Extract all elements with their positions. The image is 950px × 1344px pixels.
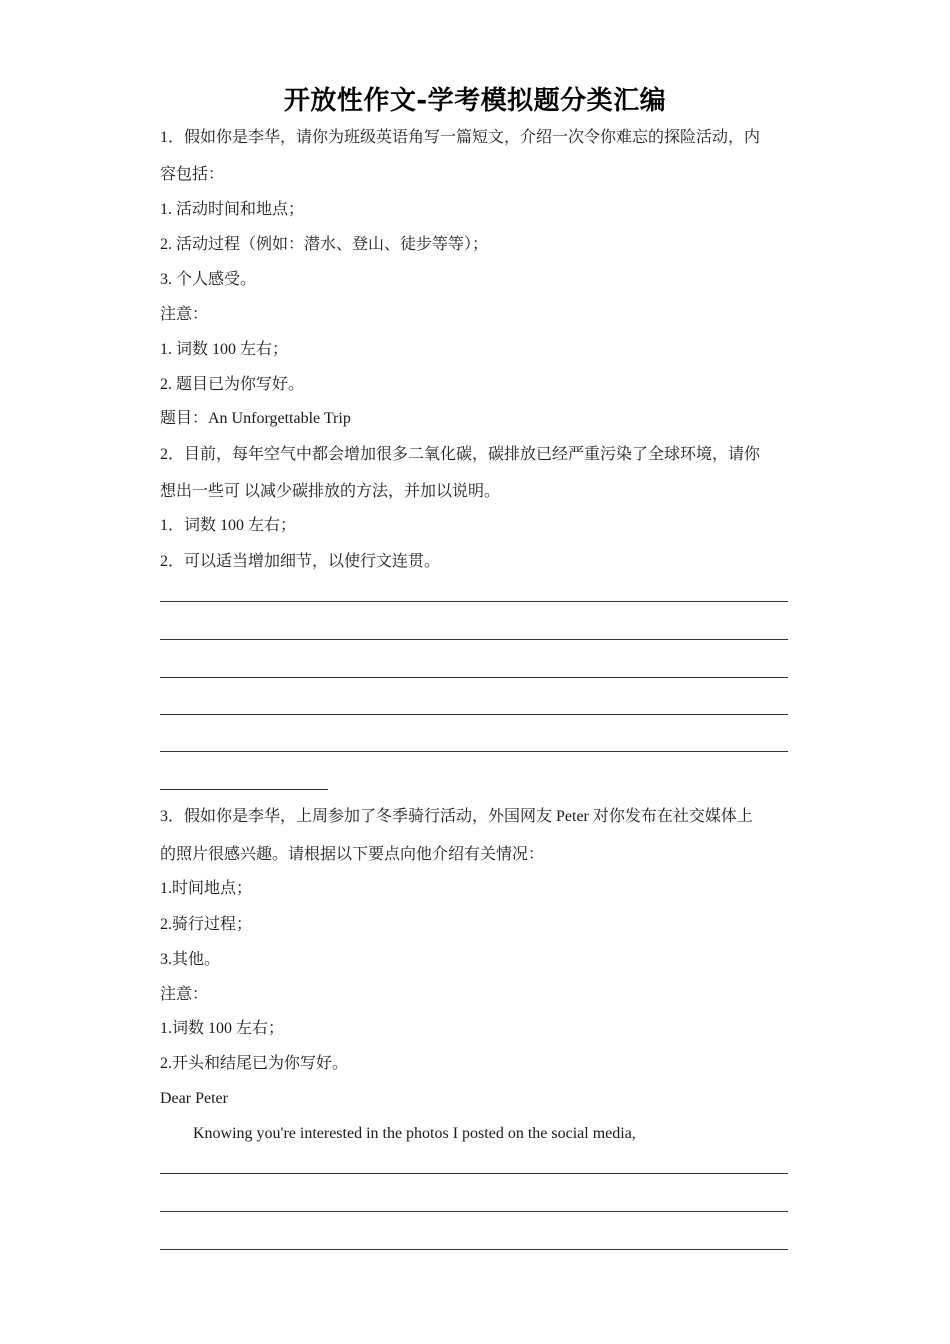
answer-line <box>160 714 788 715</box>
q3-stem-line2: 的照片很感兴趣。请根据以下要点向他介绍有关情况： <box>160 846 545 863</box>
q1-note-1: 1. 词数 100 左右； <box>160 341 289 358</box>
answer-line <box>160 601 788 602</box>
answer-line <box>160 677 788 678</box>
q2-stem-line2: 想出一些可 以减少碳排放的方法，并加以说明。 <box>160 483 501 500</box>
q3-note-1: 1.词数 100 左右； <box>160 1020 285 1037</box>
q1-item-1: 1. 活动时间和地点； <box>160 201 305 218</box>
answer-line <box>160 639 788 640</box>
q1-note-2: 2. 题目已为你写好。 <box>160 376 305 393</box>
q3-salutation: Dear Peter <box>160 1090 228 1107</box>
q2-note-1: 1．词数 100 左右； <box>160 517 297 534</box>
q1-topic: 题目：An Unforgettable Trip <box>160 410 351 427</box>
answer-line <box>160 1249 788 1250</box>
answer-line <box>160 751 788 752</box>
q2-note-2: 2．可以适当增加细节，以使行文连贯。 <box>160 553 441 570</box>
answer-line <box>160 1211 788 1212</box>
answer-line <box>160 789 328 790</box>
q3-note-label: 注意： <box>160 986 209 1003</box>
q3-item-1: 1.时间地点； <box>160 880 253 897</box>
q2-stem-line1: 2．目前，每年空气中都会增加很多二氧化碳，碳排放已经严重污染了全球环境，请你 <box>160 446 761 463</box>
page-title: 开放性作文-学考模拟题分类汇编 <box>283 86 667 116</box>
q3-item-3: 3.其他。 <box>160 951 221 968</box>
q3-opening: Knowing you're interested in the photos I posted on the social media, <box>193 1125 636 1142</box>
q1-stem-line2: 容包括： <box>160 166 225 183</box>
q1-item-2: 2. 活动过程（例如：潜水、登山、徒步等等）； <box>160 236 489 253</box>
q3-item-2: 2.骑行过程； <box>160 916 253 933</box>
answer-line <box>160 1173 788 1174</box>
q1-note-label: 注意： <box>160 306 209 323</box>
q1-stem-line1: 1．假如你是李华，请你为班级英语角写一篇短文，介绍一次令你难忘的探险活动，内 <box>160 129 761 146</box>
q3-note-2: 2.开头和结尾已为你写好。 <box>160 1055 349 1072</box>
q1-item-3: 3. 个人感受。 <box>160 271 257 288</box>
q3-stem-line1: 3．假如你是李华，上周参加了冬季骑行活动，外国网友 Peter 对你发布在社交媒体上 <box>160 808 753 825</box>
